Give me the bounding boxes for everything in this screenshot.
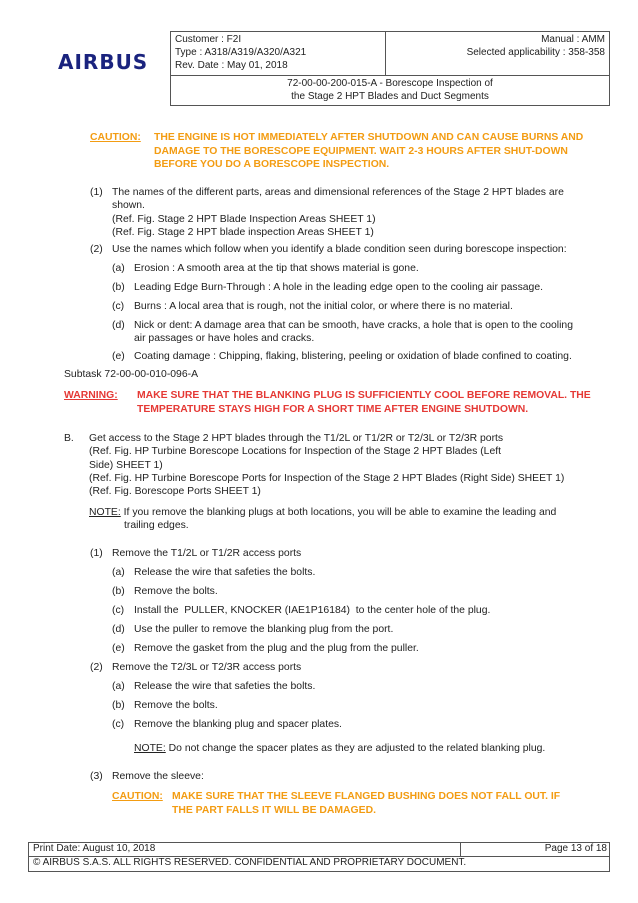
reference: (Ref. Fig. Stage 2 HPT blade inspection Areas SHEET 1)	[112, 226, 374, 238]
list-item: (b) Remove the bolts.	[112, 700, 218, 711]
list-item: (a) Erosion : A smooth area at the tip that shows material is gone.	[112, 263, 419, 274]
list-item: (b) Leading Edge Burn-Through : A hole in the leading edge open to the cooling air passage.	[112, 282, 544, 293]
copyright: © AIRBUS S.A.S. ALL RIGHTS RESERVED. CONFIDENTIAL AND PROPRIETARY DOCUMENT.	[33, 857, 467, 868]
list-item: (e) Coating damage : Chipping, flaking, blistering, peeling or oxidation of blade confined to coating.	[112, 351, 572, 362]
document-footer	[28, 842, 610, 872]
caution-sleeve-bushing: CAUTION: MAKE SURE THAT THE SLEEVE FLANGED BUSHING DOES NOT FALL OUT. IF THE PART FALLS IT WILL BE DAMAGED.	[112, 791, 561, 816]
list-item: (a) Release the wire that safeties the bolts.	[112, 681, 316, 692]
list-item: (d) Nick or dent: A damage area that can be smooth, have cracks, a hole that is open to the cooling air passages or have holes and cracks.	[112, 320, 573, 345]
list-item: (a) Release the wire that safeties the bolts.	[112, 567, 316, 578]
aircraft-type: Type : A318/A319/A320/A321	[175, 47, 307, 58]
note-label: NOTE:	[89, 507, 121, 518]
print-date: Print Date: August 10, 2018	[29, 843, 461, 856]
document-header	[170, 31, 610, 106]
caution-label: CAUTION:	[112, 791, 163, 802]
list-item: (c) Burns : A local area that is rough, not the initial color, or where there is no material.	[112, 301, 513, 312]
step-remove-sleeve: (3) Remove the sleeve:	[90, 771, 204, 782]
applicability: Selected applicability : 358-358	[466, 47, 605, 58]
note-blanking-plugs: NOTE: If you remove the blanking plugs at both locations, you will be able to examine the leading and trailing edges.	[89, 507, 557, 532]
list-item: (c) Remove the blanking plug and spacer plates.	[112, 719, 342, 730]
step-1-names: (1) The names of the different parts, areas and dimensional references of the Stage 2 HPT blades are shown. (Ref. Fig. Stage 2 HPT Blade Inspection Areas SHEET 1) (Ref. Fig. Stage 2 HPT blade inspection Areas SHEET 1)	[90, 186, 590, 239]
caution-text: THE ENGINE IS HOT IMMEDIATELY AFTER SHUTDOWN AND CAN CAUSE BURNS AND DAMAGE TO THE BORESCOPE EQUIPMENT. WAIT 2-3 HOURS AFTER SHUT-DOWN BEFORE YOU DO A BORESCOPE INSPECTION.	[154, 132, 584, 171]
page-number: Page 13 of 18	[544, 843, 607, 854]
reference: (Ref. Fig. Borescope Ports SHEET 1)	[89, 486, 261, 498]
list-item: (e) Remove the gasket from the plug and the plug from the puller.	[112, 643, 419, 654]
step-b-access: B. Get access to the Stage 2 HPT blades through the T1/2L or T1/2R or T2/3L or T2/3R ports (Ref. Fig. HP Turbine Borescope Locations for Inspection of the Stage 2 HPT Blades (Left Side) SHEET 1) (Ref. Fig. HP Turbine Borescope Ports for Inspection of the Stage 2 HPT Blades (Right Side) SHEET 1) (Ref. Fig. Borescope Ports SHEET 1)	[64, 432, 594, 499]
rev-date: Rev. Date : May 01, 2018	[175, 60, 288, 71]
reference: (Ref. Fig. HP Turbine Borescope Ports for Inspection of the Stage 2 HPT Blades (Right Side) SHEET 1)	[89, 472, 565, 484]
header-left-cell	[171, 32, 386, 75]
customer: Customer : F2I	[175, 34, 242, 45]
note-spacer-plates: NOTE: Do not change the spacer plates as they are adjusted to the related blanking plug.	[134, 743, 546, 754]
warning-text: MAKE SURE THAT THE BLANKING PLUG IS SUFFICIENTLY COOL BEFORE REMOVAL. THE TEMPERATURE STAYS HIGH FOR A SHORT TIME AFTER ENGINE SHUTDOWN.	[137, 390, 591, 415]
header-right-cell	[386, 32, 609, 75]
caution-label: CAUTION:	[90, 132, 141, 143]
reference: (Ref. Fig. HP Turbine Borescope Locations for Inspection of the Stage 2 HPT Blades (Left	[89, 446, 502, 458]
step-number: (1)	[90, 187, 103, 198]
warning-label: WARNING:	[64, 390, 118, 401]
step-remove-t23-ports: (2) Remove the T2/3L or T2/3R access ports	[90, 662, 302, 673]
reference: (Ref. Fig. Stage 2 HPT Blade Inspection Areas SHEET 1)	[112, 213, 376, 225]
manual: Manual : AMM	[541, 34, 605, 45]
airbus-logo: AIRBUS	[58, 50, 149, 74]
subtask-id: Subtask 72-00-00-010-096-A	[64, 369, 199, 380]
step-2-condition-names: (2) Use the names which follow when you identify a blade condition seen during borescope inspection:	[90, 244, 567, 255]
list-item: (b) Remove the bolts.	[112, 586, 218, 597]
note-label: NOTE:	[134, 743, 166, 754]
step-remove-t12-ports: (1) Remove the T1/2L or T1/2R access ports	[90, 548, 302, 559]
list-item: (d) Use the puller to remove the blanking plug from the port.	[112, 624, 394, 635]
warning-blanking-plug	[64, 389, 594, 416]
caution-engine-hot	[90, 131, 590, 172]
reference: Side) SHEET 1)	[89, 459, 163, 471]
list-item: (c) Install the PULLER, KNOCKER (IAE1P16184) to the center hole of the plug.	[112, 605, 491, 616]
task-title: 72-00-00-200-015-A - Borescope Inspection of the Stage 2 HPT Blades and Duct Segments	[287, 78, 493, 102]
